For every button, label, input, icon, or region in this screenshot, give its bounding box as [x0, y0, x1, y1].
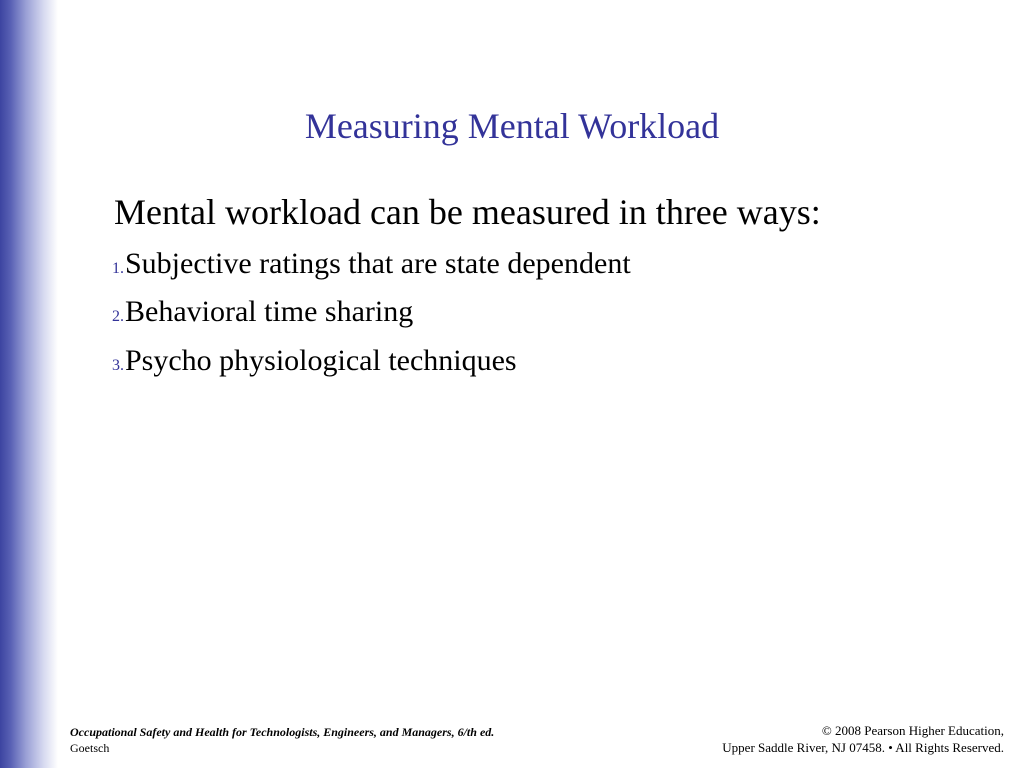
- list-item-text: Subjective ratings that are state dependent: [125, 247, 631, 280]
- footer-copyright-line2: Upper Saddle River, NJ 07458. • All Rights Reserved.: [722, 740, 1004, 755]
- list-item-text: Behavioral time sharing: [125, 295, 414, 328]
- list-item-text: Psycho physiological techniques: [125, 344, 517, 377]
- slide-title: Measuring Mental Workload: [304, 106, 720, 146]
- list-item-number: 2.: [112, 308, 124, 325]
- list-item: [112, 246, 631, 287]
- footer-author: Goetsch: [70, 741, 110, 755]
- footer-book-title: Occupational Safety and Health for Technologists, Engineers, and Managers, 6/th ed.: [70, 725, 495, 739]
- intro-text: Mental workload can be measured in three ways:: [114, 192, 821, 232]
- footer-left: [70, 724, 494, 756]
- list-item: [112, 294, 413, 335]
- list-item-number: 1.: [112, 260, 124, 277]
- footer-right: [722, 722, 1004, 756]
- list-item-number: 3.: [112, 357, 124, 374]
- list-item: [112, 343, 517, 384]
- footer-copyright-line1: © 2008 Pearson Higher Education,: [821, 723, 1004, 738]
